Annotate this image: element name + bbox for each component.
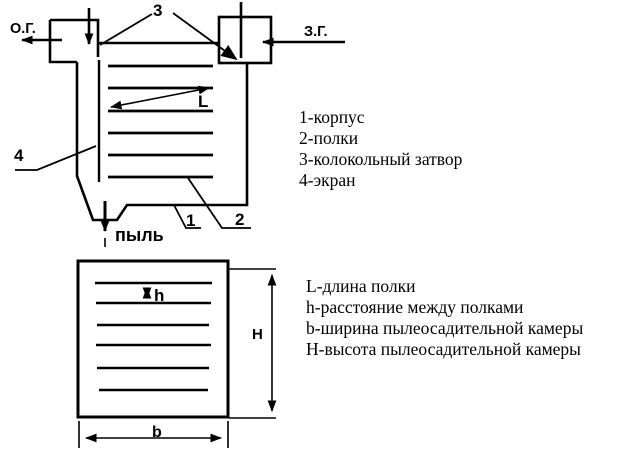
cross-section-outline xyxy=(78,261,228,417)
part-number-4: 4 xyxy=(14,146,24,165)
legend-line: Н-высота пылеосадительной камеры xyxy=(306,339,581,359)
legend-line: 4-экран xyxy=(299,170,356,190)
legend-line: 1-корпус xyxy=(299,107,365,127)
part-number-1: 1 xyxy=(186,211,196,230)
leader-line-3-right xyxy=(173,13,236,59)
bell-valve-right-box xyxy=(219,17,271,63)
chamber-height-label: H xyxy=(252,326,263,343)
legend-line: L-длина полки xyxy=(306,276,416,296)
legend-line: 2-полки xyxy=(299,128,359,148)
gas-inlet-label: З.Г. xyxy=(304,24,328,40)
part-number-3: 3 xyxy=(153,1,163,20)
chamber-body-outline xyxy=(77,62,247,220)
legend-line: h-расстояние между полками xyxy=(306,297,524,317)
shelf-length-label: L xyxy=(198,92,209,111)
legend-line: 3-колокольный затвор xyxy=(299,149,463,169)
chamber-width-label: b xyxy=(152,424,162,441)
leader-line-3-left xyxy=(100,14,152,45)
shelf-lines xyxy=(108,66,213,177)
dust-label: пыль xyxy=(115,225,164,245)
part-number-2: 2 xyxy=(235,210,245,229)
gas-outlet-label: О.Г. xyxy=(10,21,36,37)
leader-line-4 xyxy=(15,146,96,170)
top-diagram xyxy=(15,2,345,247)
chamber-cross-section xyxy=(78,261,276,448)
shelf-length-dimension xyxy=(111,88,209,107)
shelf-spacing-label: h xyxy=(154,286,165,305)
legend-line: b-ширина пылеосадительной камеры xyxy=(306,318,584,338)
parts-legend xyxy=(299,107,462,191)
dimensions-legend xyxy=(306,276,583,360)
